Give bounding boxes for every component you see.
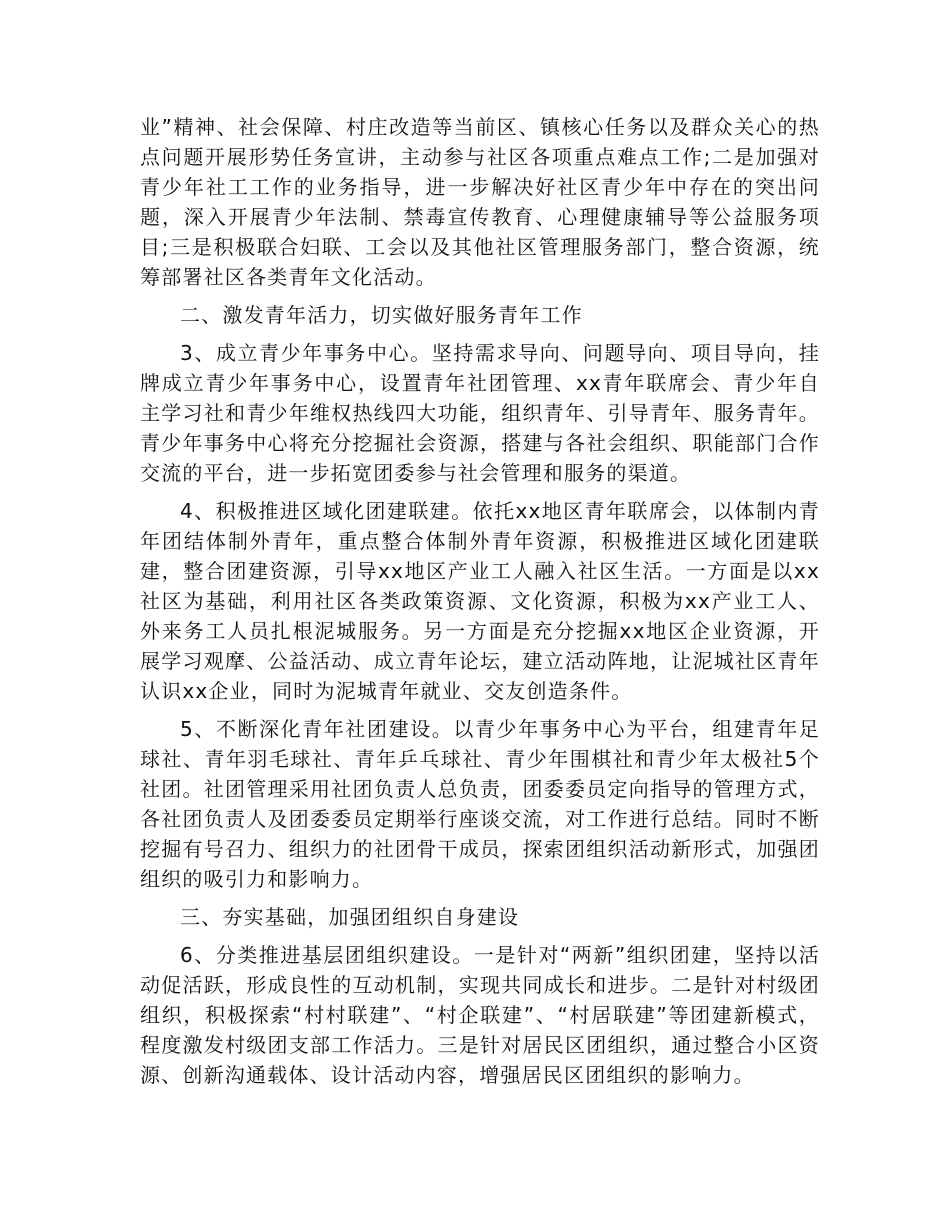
paragraph-item-5: 5、不断深化青年社团建设。以青少年事务中心为平台，组建青年足球社、青年羽毛球社、青年乒乓球社、青少年围棋社和青少年太极社5个社团。社团管理采用社团负责人总负责，团委委员定向指导的管理方式，各社团负责人及团委委员定期举行座谈交流，对工作进行总结。同时不断挖掘有号召力、组织力的社团骨干成员，探索团组织活动新形式，加强团组织的吸引力和影响力。 [140,717,820,891]
section-heading-3: 三、夯实基础，加强团组织自身建设 [180,905,520,929]
paragraph-item-6: 6、分类推进基层团组织建设。一是针对“两新”组织团建，坚持以活动促活跃，形成良性的互动机制，实现共同成长和进步。二是针对村级团组织，积极探索“村村联建”、“村企联建”、“村居联建”等团建新模式，程度激发村级团支部工作活力。三是针对居民区团组织，通过整合小区资源、创新沟通载体、设计活动内容，增强居民区团组织的影响力。 [140,943,820,1087]
paragraph-1: 业”精神、社会保障、村庄改造等当前区、镇核心任务以及群众关心的热点问题开展形势任务宣讲，主动参与社区各项重点难点工作;二是加强对青少年社工工作的业务指导，进一步解决好社区青少年中存在的突出问题，深入开展青少年法制、禁毒宣传教育、心理健康辅导等公益服务项目;三是积极联合妇联、工会以及其他社区管理服务部门，整合资源，统筹部署社区各类青年文化活动。 [140,115,820,289]
section-heading-2: 二、激发青年活力，切实做好服务青年工作 [180,303,583,327]
document-page [140,112,820,1090]
paragraph-item-4: 4、积极推进区域化团建联建。依托xx地区青年联席会，以体制内青年团结体制外青年，重点整合体制外青年资源，积极推进区域化团建联建，整合团建资源，引导xx地区产业工人融入社区生活。一方面是以xx社区为基础，利用社区各类政策资源、文化资源，积极为xx产业工人、外来务工人员扎根泥城服务。另一方面是充分挖掘xx地区企业资源，开展学习观摩、公益活动、成立青年论坛，建立活动阵地，让泥城社区青年认识xx企业，同时为泥城青年就业、交友创造条件。 [140,499,820,703]
paragraph-item-3: 3、成立青少年事务中心。坚持需求导向、问题导向、项目导向，挂牌成立青少年事务中心，设置青年社团管理、xx青年联席会、青少年自主学习社和青少年维权热线四大功能，组织青年、引导青年、服务青年。青少年事务中心将充分挖掘社会资源，搭建与各社会组织、职能部门合作交流的平台，进一步拓宽团委参与社会管理和服务的渠道。 [140,341,820,485]
